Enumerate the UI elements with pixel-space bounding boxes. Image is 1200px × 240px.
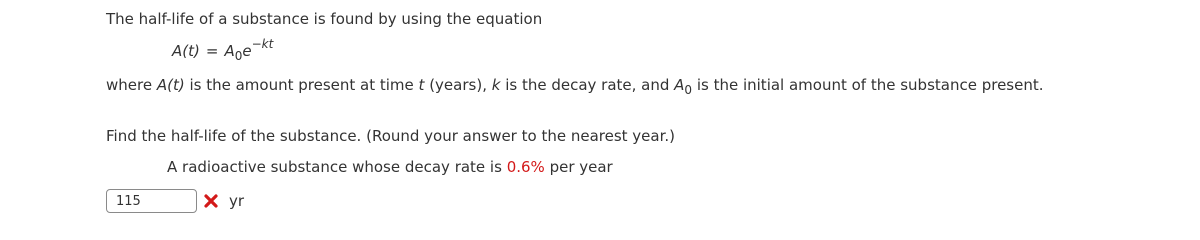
equation-exponent: −kt bbox=[251, 37, 274, 51]
where-text-4: is the initial amount of the substance present. bbox=[692, 76, 1044, 94]
answer-unit: yr bbox=[229, 192, 245, 210]
equation-equals: = bbox=[205, 42, 219, 60]
where-var-k: k bbox=[491, 76, 501, 94]
answer-input[interactable] bbox=[106, 189, 197, 213]
equation-coef: A bbox=[224, 42, 235, 60]
where-var-at: A(t) bbox=[156, 76, 185, 94]
substance-description bbox=[167, 157, 613, 177]
where-var-a0: A bbox=[674, 76, 685, 94]
half-life-equation bbox=[172, 37, 274, 63]
variable-definitions bbox=[106, 75, 1044, 96]
substance-prefix: A radioactive substance whose decay rate is bbox=[167, 158, 507, 176]
answer-row bbox=[106, 189, 244, 213]
equation-lhs-arg: (t) bbox=[182, 42, 200, 60]
equation-base: e bbox=[242, 42, 252, 60]
where-var-t: t bbox=[418, 76, 425, 94]
x-mark-icon bbox=[203, 193, 219, 209]
equation-lhs-func: A bbox=[172, 42, 183, 60]
where-prefix: where bbox=[106, 76, 157, 94]
substance-suffix: per year bbox=[544, 158, 613, 176]
where-text-1: is the amount present at time bbox=[184, 76, 419, 94]
intro-text: The half-life of a substance is found by using the equation bbox=[106, 10, 543, 28]
question-text: Find the half-life of the substance. (Round your answer to the nearest year.) bbox=[106, 127, 675, 145]
where-var-a0-subscript: 0 bbox=[684, 83, 693, 97]
where-text-2: (years), bbox=[424, 76, 492, 94]
equation-coef-subscript: 0 bbox=[234, 49, 243, 63]
where-text-3: is the decay rate, and bbox=[500, 76, 675, 94]
decay-rate-value: 0.6% bbox=[506, 158, 545, 176]
